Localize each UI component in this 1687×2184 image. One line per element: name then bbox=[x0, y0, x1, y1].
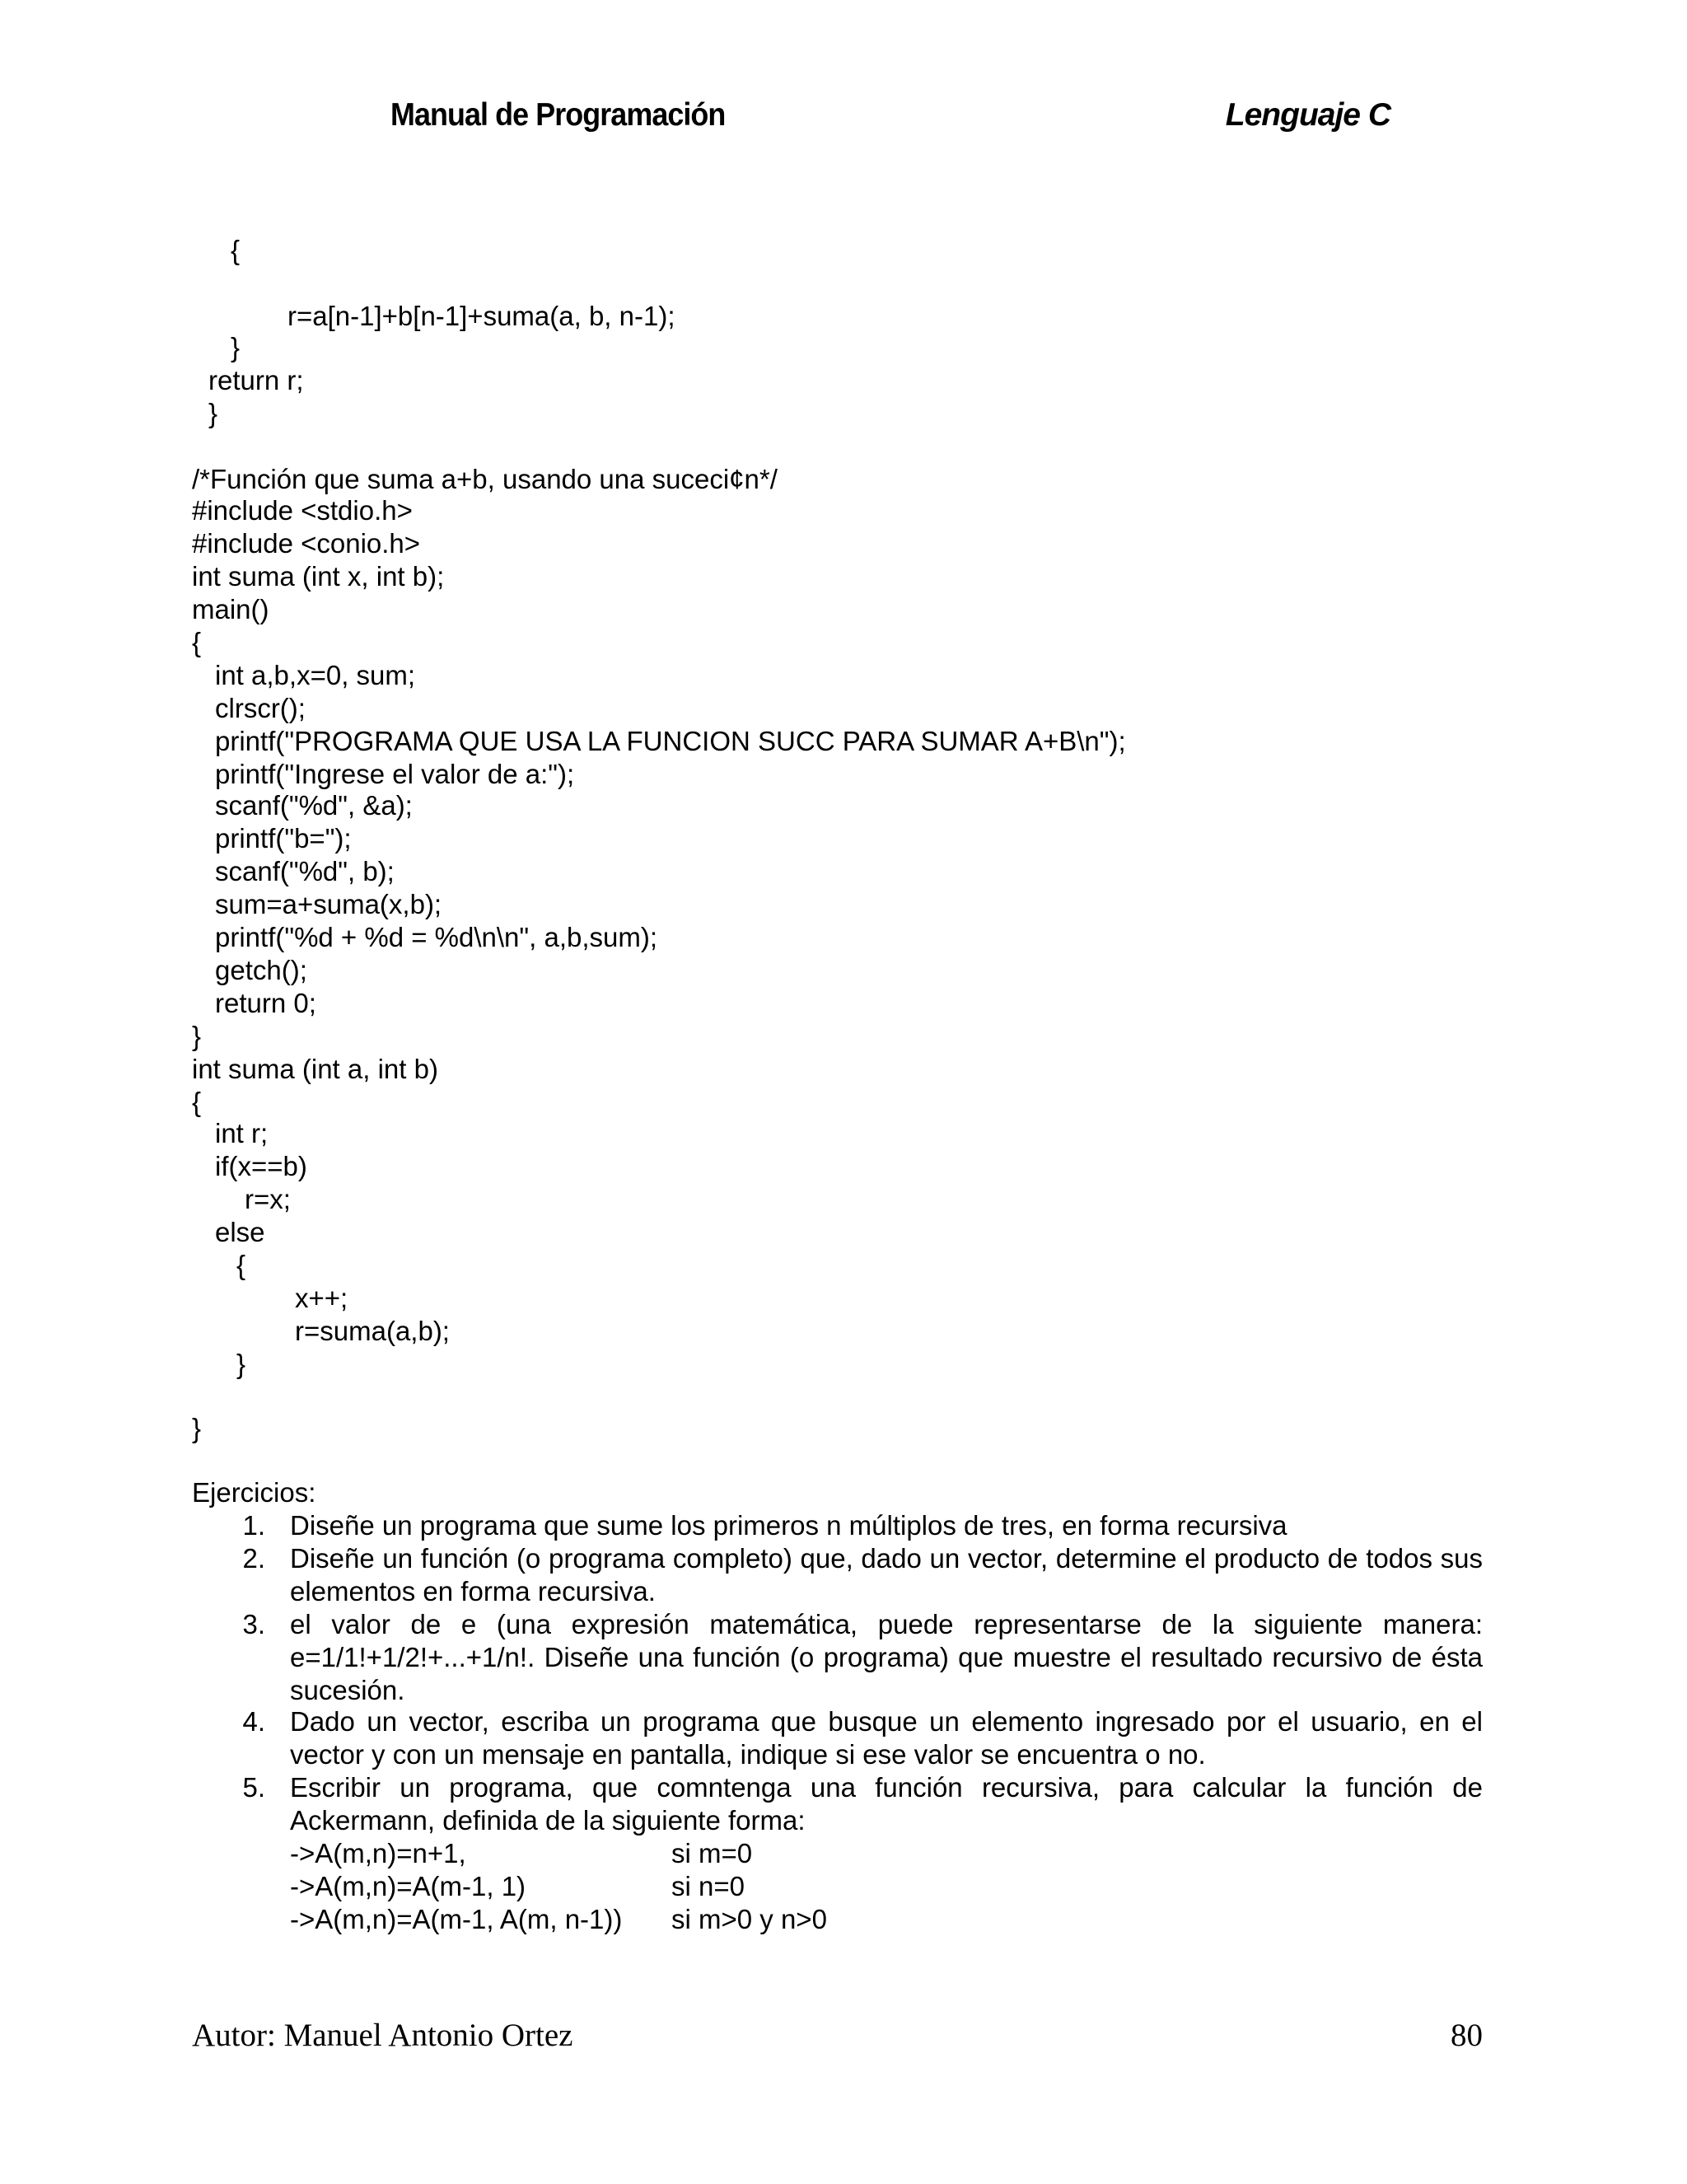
exercise-text: Diseñe un función (o programa completo) que, dado un vector, determine el producto de todos sus elementos en forma recursiva. bbox=[290, 1543, 1483, 1606]
code-line: int suma (int x, int b); bbox=[192, 561, 445, 592]
code-line: int suma (int a, int b) bbox=[192, 1054, 438, 1084]
code-line: #include <conio.h> bbox=[192, 528, 421, 559]
exercise-number: 4. bbox=[242, 1706, 265, 1737]
code-line: { bbox=[236, 1250, 246, 1280]
code-line: } bbox=[231, 332, 241, 362]
code-line: } bbox=[208, 398, 218, 428]
exercise-text: el valor de e (una expresión matemática, puede representarse de la siguiente manera: e=1/1!+1/2!+...+1/n!. Diseñe una función (o programa) que muestre el resultado recursivo de ésta sucesión. bbox=[290, 1609, 1483, 1705]
code-line: int a,b,x=0, sum; bbox=[215, 660, 416, 690]
exercises-heading: Ejercicios: bbox=[192, 1477, 316, 1508]
code-line: x++; bbox=[295, 1283, 348, 1313]
exercise-number: 1. bbox=[242, 1510, 265, 1541]
code-line: printf("Ingrese el valor de a:"); bbox=[215, 759, 575, 789]
header-subtitle: Lenguaje C bbox=[1225, 97, 1390, 133]
ackermann-condition: si n=0 bbox=[671, 1871, 745, 1901]
code-line: getch(); bbox=[215, 955, 307, 985]
page-number: 80 bbox=[1451, 2018, 1483, 2053]
code-comment: /*Función que suma a+b, usando una suceci¢n*/ bbox=[192, 464, 778, 494]
code-line: scanf("%d", &a); bbox=[215, 790, 413, 821]
code-line: printf("PROGRAMA QUE USA LA FUNCION SUCC PARA SUMAR A+B\n"); bbox=[215, 726, 1126, 756]
code-line: int r; bbox=[215, 1118, 269, 1148]
code-line: #include <stdio.h> bbox=[192, 495, 413, 526]
code-line: r=x; bbox=[245, 1184, 291, 1214]
ackermann-condition: si m=0 bbox=[671, 1838, 753, 1868]
code-line: else bbox=[215, 1217, 265, 1247]
ackermann-expression: ->A(m,n)=n+1, bbox=[290, 1838, 466, 1868]
code-line: } bbox=[192, 1021, 202, 1051]
code-line: } bbox=[192, 1413, 202, 1443]
exercise-text: Escribir un programa, que comntenga una función recursiva, para calcular la función de Ackermann, definida de la siguiente forma: bbox=[290, 1772, 1483, 1836]
code-line: return r; bbox=[208, 365, 304, 395]
code-line: { bbox=[192, 1087, 202, 1117]
exercise-text: Diseñe un programa que sume los primeros n múltiplos de tres, en forma recursiva bbox=[290, 1510, 1287, 1541]
code-line: main() bbox=[192, 594, 269, 624]
code-line: clrscr(); bbox=[215, 693, 306, 723]
code-line: return 0; bbox=[215, 988, 316, 1018]
code-line: scanf("%d", b); bbox=[215, 856, 395, 886]
exercise-item bbox=[231, 1705, 1483, 1771]
exercise-item bbox=[231, 1771, 1483, 1837]
exercise-text: Dado un vector, escriba un programa que busque un elemento ingresado por el usuario, en el vector y con un mensaje en pantalla, indique si ese valor se encuentra o no. bbox=[290, 1706, 1483, 1770]
code-line: if(x==b) bbox=[215, 1151, 307, 1181]
code-line: { bbox=[192, 627, 202, 657]
ackermann-expression: ->A(m,n)=A(m-1, 1) bbox=[290, 1871, 526, 1901]
code-line: r=suma(a,b); bbox=[295, 1316, 450, 1346]
code-line: printf("b="); bbox=[215, 823, 352, 853]
ackermann-expression: ->A(m,n)=A(m-1, A(m, n-1)) bbox=[290, 1904, 623, 1934]
code-line: } bbox=[236, 1349, 246, 1379]
code-line: printf("%d + %d = %d\n\n", a,b,sum); bbox=[215, 922, 658, 952]
exercise-item bbox=[231, 1608, 1483, 1707]
exercise-number: 2. bbox=[242, 1543, 265, 1574]
header-title: Manual de Programación bbox=[390, 97, 726, 133]
ackermann-condition: si m>0 y n>0 bbox=[671, 1904, 827, 1934]
exercise-item bbox=[231, 1542, 1483, 1608]
code-line: r=a[n-1]+b[n-1]+suma(a, b, n-1); bbox=[287, 301, 675, 331]
exercise-number: 5. bbox=[242, 1772, 265, 1803]
code-line: sum=a+suma(x,b); bbox=[215, 889, 442, 919]
exercise-item bbox=[231, 1509, 1483, 1542]
code-line: { bbox=[231, 235, 241, 265]
footer-author: Autor: Manuel Antonio Ortez bbox=[192, 2018, 573, 2053]
exercise-number: 3. bbox=[242, 1609, 265, 1639]
